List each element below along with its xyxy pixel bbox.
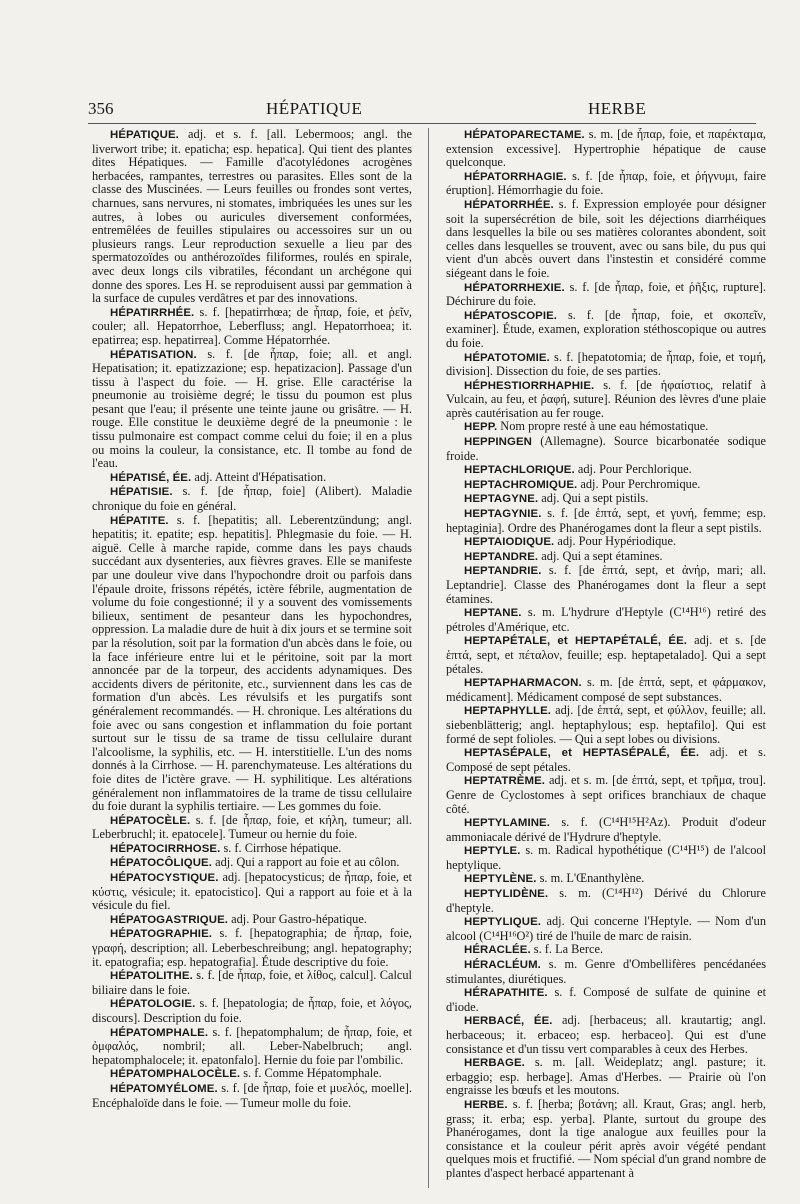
entry-headword: HERBE. — [464, 1098, 508, 1111]
dictionary-entry — [92, 856, 412, 871]
dictionary-entry — [446, 1056, 766, 1098]
dictionary-entry — [92, 514, 412, 814]
entry-headword: HÉPATORRHÉE. — [464, 198, 554, 211]
dictionary-entry — [446, 958, 766, 986]
entry-headword: HEPTANE. — [464, 607, 522, 620]
entry-definition: s. f. [de ἧπαρ, foie; all. et angl. Hepatisation; it. epatizzazione; esp. hepatizacion]. Passage d'un tissu à l'aspect du foie. — H. grise. Elle caractérise la pneumonie au troisième degré; le tissu du poumon est plus pesant que l'eau; il présente une teinte jaune ou grisâtre. — H. rouge. Elle constitue le deuxième degré de la pneumonie : le tissu pulmonaire est compact comme celui du foie; il en a plus ou moins la couleur, la consistance, etc. Il tombe au fond de l'eau. — [92, 346, 412, 471]
dictionary-entry — [446, 463, 766, 478]
entry-definition: s. m. L'hydrure d'Heptyle (C¹⁴H¹⁶) retiré des pétroles d'Amérique, etc. — [446, 605, 766, 634]
dictionary-entry — [446, 887, 766, 915]
entry-headword: HÉPATOMPHALOCÈLE. — [110, 1068, 241, 1081]
dictionary-entry — [446, 281, 766, 309]
entry-headword: HÉPATOCIRRHOSE. — [110, 842, 221, 855]
entry-definition: s. m. (C¹⁴H¹²) Dérivé du Chlorure d'heptyle. — [446, 886, 766, 915]
dictionary-entry — [446, 379, 766, 421]
dictionary-entry — [446, 746, 766, 774]
entry-headword: HÉPATOTOMIE. — [464, 351, 550, 364]
dictionary-entry — [92, 306, 412, 348]
entry-headword: HEPTYLE. — [464, 845, 521, 858]
dictionary-entry — [446, 986, 766, 1014]
entry-definition: adj. et s. m. [de ἑπτά, sept, et τρῆμα, trou]. Genre de Cyclostomes à sept orifices branchiaux de chaque côté. — [446, 773, 766, 816]
entry-headword: HÉRACLÉE. — [464, 944, 531, 957]
entry-definition: s. f. Expression employée pour désigner soit la supersécrétion de bile, soit les déjections diarrhéiques dans lesquelles la bile ou ses matières colorantes abondent, soit celles dans lesquelles se trouvent, avec ou sans bile, du pus qui vient d'un abcès ouvert dans l'instestin et considéré comme siégeant dans le foie. — [446, 196, 766, 280]
dictionary-entry — [92, 1082, 412, 1110]
entry-definition: s. f. [de ἡφαίστιος, relatif à Vulcain, au feu, et ῥαφή, suture]. Réunion des lèvres d'une plaie après cautérisation au fer rouge. — [446, 377, 766, 420]
entry-definition: adj. Pour Perchlorique. — [574, 462, 692, 477]
dictionary-entry — [92, 471, 412, 486]
dictionary-entry — [446, 507, 766, 535]
entry-headword: HEPTACHROMIQUE. — [464, 478, 578, 491]
entry-headword: HÉPATISIE. — [110, 486, 173, 499]
entry-definition: s. f. [hepatomphalum; de ἧπαρ, foie, et ὀμφαλός, nombril; all. Leber-Nabelbruch; angl. hepatomphalocele; it. epatonfalo]. Hernie du foie par l'ombilic. — [92, 1024, 412, 1067]
entry-definition: s. f. [de ἧπαρ, foie, et κήλη, tumeur; all. Leberbruchl; it. epatocele]. Tumeur ou hernie du foie. — [92, 812, 412, 842]
dictionary-entry — [92, 814, 412, 842]
dictionary-entry — [446, 478, 766, 493]
entry-definition: s. f. [de ἧπαρ, foie, et σκοπεῖν, examiner]. Étude, examen, exploration stéthoscopique ou autres du foie. — [446, 307, 766, 350]
entry-definition: s. f. [hepatotomia; de ἧπαρ, foie, et τομή, division]. Dissection du foie, de ses parties. — [446, 349, 766, 379]
entry-headword: HEPTANDRE. — [464, 550, 539, 563]
dictionary-entry — [446, 1098, 766, 1181]
entry-headword: HÉPATISÉ, ÉE. — [110, 471, 192, 484]
entry-definition: s. f. Comme Hépatomphale. — [240, 1066, 382, 1081]
entry-definition: s. f. [de ἧπαρ, foie] (Alibert). Maladie chronique du foie en général. — [92, 484, 412, 514]
running-header — [88, 95, 756, 124]
entry-headword: HEPTACHLORIQUE. — [464, 464, 575, 477]
entry-headword: HÉRAPATHITE. — [464, 987, 548, 1000]
dictionary-entry — [446, 198, 766, 281]
entry-definition: adj. Pour Gastro-hépatique. — [228, 911, 367, 926]
entry-definition: adj. Pour Hypériodique. — [554, 534, 677, 549]
entry-definition: s. m. [all. Weideplatz; angl. pasture; it. erbaggio; esp. herbage]. Amas d'Herbes. — Prairie où l'on engraisse les bœufs et les moutons. — [446, 1055, 766, 1098]
entry-headword: HÉPATOGRAPHIE. — [110, 928, 213, 941]
entry-definition: s. f. [hepatitis; all. Leberentzündung; angl. hepatitis; it. epatite; esp. hepatitis]. Phlegmasie du foie. — H. aiguë. Celle à marche rapide, comme dans les pays chauds succédant aux dysenteries, aux fièvres graves. Elle se manifeste par une douleur vive dans l'hypochondre droit ou parfois dans l'épaule droite, frissons répétés, ictère fébrile, augmentation de volume du foie congestionné; il y a souvent des vomissements bilieux, sentiment de pesanteur dans les hypochondres, oppression. La maladie dure de huit à dix jours et se termine soit par la résolution, soit par la formation d'un abcès dans le foie, ou la face inférieure entre lui et le péritoine, soit par la mort annoncée par de la torpeur, des accidents adynamiques. Des accidents divers de péritonite, etc., surviennent dans les cas de formation d'un abcès. Les révulsifs et les purgatifs sont généralement recommandés. — H. chronique. Les altérations du foie avec ou sans congestion et inflammation du foie portant surtout sur le tissu de sa trame de tissu cellulaire durant l'alcoolisme, la syphilis, etc. — H. interstitielle. L'un des noms donnés à la Cirrhose. — H. parenchymateuse. Les altérations du foie dites de l'ictère grave. — H. syphilitique. Les altérations généralement non inflammatoires de la trame de tissu cellulaire du foie durant la syphilis tertiaire. — Les gommes du foie. — [92, 512, 412, 814]
entry-headword: HERBAGE. — [464, 1057, 525, 1070]
dictionary-entry — [446, 676, 766, 704]
entry-definition: s. f. La Berce. — [530, 942, 604, 957]
entry-definition: s. f. [hepatirrhœa; de ἧπαρ, foie, et ῥεῖν, couler; all. Hepatorrhoe, Leberfluss; angl. Hepatorrhoea; it. epatirrea; esp. hepatirrea]. Comme Hépatorrhée. — [92, 304, 412, 347]
entry-headword: HEPTAIODIQUE. — [464, 536, 555, 549]
right-running-head: HERBE — [588, 99, 647, 118]
entry-headword: HEPTATRÈME. — [464, 775, 546, 788]
entry-definition: s. f. [de ἧπαρ, foie, et λίθος, calcul]. Calcul biliaire dans le foie. — [92, 968, 412, 997]
entry-headword: HEPTYLÈNE. — [464, 873, 537, 886]
dictionary-entry — [92, 871, 412, 913]
entry-definition: (Allemagne). Source bicarbonatée sodique froide. — [446, 434, 766, 463]
entry-headword: HÉPATOMYÉLOME. — [110, 1082, 218, 1095]
entry-headword: HEPTASÉPALE, et HEPTASÉPALÉ, ÉE. — [464, 747, 700, 760]
entry-definition: adj. et s. Composé de sept pétales. — [446, 745, 766, 774]
entry-definition: adj. et s. f. [all. Lebermoos; angl. the liverwort tribe; it. epaticha; esp. hepatica]. Qui tient des plantes dites Hépatiques. — Famille d'acotylédones acrogènes herbacées, rampantes, terrestres ou parasites. Elles sont de la classe des Muscinées. — Leurs feuilles ou frondes sont vertes, charnues, sans nervures, ni stomates, imbriquées les unes sur les autres, à lobes ou auricules diversement conformées, entremêlées de feuilles stipulaires ou accessoires sur un ou plusieurs rangs. Leur reproduction sexuelle a lieu par des spermatozoïdes ou anthérozoïdes filiformes, roulés en spirale, avec deux longs cils vibratiles, fécondant un archégone qui donne des spores. Les H. se reproduisent aussi par gemmation à la surface de cupules verdâtres et par des innovations. — [92, 128, 412, 306]
entry-headword: HEPTYLIDÈNE. — [464, 888, 549, 901]
entry-definition: s. f. [herba; βοτάνη; all. Kraut, Gras; angl. herb, grass; it. erba; esp. yerba]. Plante, surtout du groupe des Phanérogames, dont la tige analogue aux feuilles pour la consistance et la couleur périt après avoir végété pendant quelques mois et fructifié. — Nom spécial d'un grand nombre de plantes d'aspect herbacé appartenant à — [446, 1096, 766, 1180]
entry-headword: HEPTYLAMINE. — [464, 817, 551, 830]
dictionary-entry — [92, 969, 412, 997]
entry-headword: HEPTAPHARMACON. — [464, 677, 582, 690]
dictionary-entry — [446, 170, 766, 198]
dictionary-entry — [446, 420, 766, 435]
entry-headword: HEPTAPÉTALE, et HEPTAPÉTALÉ, ÉE. — [464, 635, 688, 648]
dictionary-entry — [446, 915, 766, 943]
dictionary-entry — [446, 774, 766, 816]
dictionary-entry — [92, 1026, 412, 1068]
entry-definition: s. m. L'Œnanthylène. — [536, 871, 645, 886]
page-number: 356 — [88, 99, 114, 118]
right-column — [446, 128, 766, 1188]
dictionary-entry — [446, 351, 766, 379]
dictionary-entry — [446, 128, 766, 170]
entry-definition: s. f. [de ἧπαρ, foie, et ῥήγνυμι, faire éruption]. Hémorrhagie du foie. — [446, 168, 766, 198]
entry-headword: HERBACÉ, ÉE. — [464, 1015, 553, 1028]
dictionary-entry — [446, 606, 766, 634]
entry-headword: HÉPATOLOGIE. — [110, 998, 196, 1011]
dictionary-entry — [92, 842, 412, 857]
dictionary-entry — [446, 943, 766, 958]
entry-headword: HÉPATOCYSTIQUE. — [110, 872, 219, 885]
dictionary-entry — [92, 997, 412, 1025]
dictionary-entry — [446, 309, 766, 351]
entry-definition: s. f. [de ἑπτά, sept, et γυνή, femme; esp. heptaginia]. Ordre des Phanérogames dont la fleur a sept pistils. — [446, 506, 766, 535]
dictionary-entry — [446, 816, 766, 844]
dictionary-entry — [446, 435, 766, 463]
dictionary-entry — [446, 564, 766, 606]
entry-definition: s. m. [de ἧπαρ, foie, et παρέκταμα, extension excessive]. Hypertrophie hépatique de cause quelconque. — [446, 128, 766, 170]
entry-definition: adj. [de ἑπτά, sept, et φύλλον, feuille; all. siebenblätterig; angl. heptaphylous; esp. heptafilo]. Qui est formé de sept folioles. — Qui a sept lobes ou divisions. — [446, 703, 766, 746]
entry-headword: HEPTAPHYLLE. — [464, 705, 552, 718]
entry-headword: HÉPATOPARECTAME. — [464, 129, 585, 141]
entry-headword: HÉPATIRRHÉE. — [110, 306, 195, 319]
entry-headword: HÉPATORRHEXIE. — [464, 281, 565, 294]
entry-headword: HÉPATISATION. — [110, 348, 197, 361]
entry-definition: Nom propre resté à une eau hémostatique. — [497, 419, 709, 434]
dictionary-entry — [92, 128, 412, 306]
entry-definition: s. f. Composé de sulfate de quinine et d'iode. — [446, 985, 766, 1014]
entry-headword: HÉPATOCÈLE. — [110, 814, 191, 827]
entry-definition: adj. et s. [de ἑπτά, sept, et πέταλον, feuille; esp. heptapetalado]. Qui a sept pétales. — [446, 633, 766, 676]
dictionary-entry — [446, 634, 766, 676]
left-running-head: HÉPATIQUE — [266, 99, 363, 118]
entry-definition: s. f. [hepatologia; de ἧπαρ, foie, et λόγος, discours]. Description du foie. — [92, 996, 412, 1025]
dictionary-entry — [446, 535, 766, 550]
entry-definition: s. f. (C¹⁴H¹⁵H²Az). Produit d'odeur ammoniacale dérivé de l'Hydrure d'heptyle. — [446, 815, 766, 844]
dictionary-entry — [92, 348, 412, 471]
entry-headword: HÉPATOSCOPIE. — [464, 309, 558, 322]
entry-headword: HÉPATIQUE. — [110, 129, 179, 141]
entry-headword: HÉPATOGASTRIQUE. — [110, 913, 229, 926]
entry-definition: s. m. Radical hypothétique (C¹⁴H¹⁵) de l'alcool heptylique. — [446, 843, 766, 872]
entry-headword: HÉPHESTIORRHAPHIE. — [464, 379, 595, 392]
entry-definition: adj. Qui a sept pistils. — [538, 491, 649, 506]
entry-definition: adj. Pour Perchromique. — [577, 476, 701, 491]
entry-definition: adj. Qui a rapport au foie et au côlon. — [212, 855, 400, 870]
dictionary-entry — [446, 492, 766, 507]
dictionary-entry — [446, 1014, 766, 1056]
entry-definition: s. f. [de ἧπαρ, foie, et ῥῆξις, rupture]. Déchirure du foie. — [446, 279, 766, 309]
entry-headword: HÉPATOMPHALE. — [110, 1026, 209, 1039]
entry-definition: adj. [hepatocysticus; de ἧπαρ, foie, et κύστις, vésicule; it. epatocistico]. Qui a rapport au foie et à la vésicule du fiel. — [92, 870, 412, 913]
entry-headword: HÉPATITE. — [110, 514, 169, 527]
dictionary-entry — [92, 927, 412, 969]
entry-definition: adj. Qui concerne l'Heptyle. — Nom d'un alcool (C¹⁴H¹⁶O²) tiré de l'huile de marc de raisin. — [446, 914, 766, 943]
entry-headword: HÉPATOLITHE. — [110, 970, 193, 983]
entry-definition: s. f. [hepatographia; de ἧπαρ, foie, γραφή, description; all. Leberbeschreibung; angl. hepatography; it. epatografia; esp. hepatografia]. Étude descriptive du foie. — [92, 926, 412, 969]
entry-definition: adj. [herbaceus; all. krautartig; angl. herbaceous; it. erbaceo; esp. herbaceo]. Qui est d'une consistance et d'un tissu vert comparables à ceux des Herbes. — [446, 1013, 766, 1056]
dictionary-entry — [92, 1067, 412, 1082]
dictionary-entry — [446, 704, 766, 746]
entry-headword: HEPTANDRIE. — [464, 565, 542, 578]
entry-headword: HEPPINGEN — [464, 436, 532, 449]
dictionary-entry — [446, 550, 766, 565]
dictionary-entry — [446, 872, 766, 887]
dictionary-entry — [92, 485, 412, 513]
entry-definition: adj. Qui a sept étamines. — [538, 548, 663, 563]
entry-headword: HEPTAGYNE. — [464, 493, 539, 506]
entry-headword: HÉPATORRHAGIE. — [464, 170, 567, 183]
entry-headword: HEPP. — [464, 421, 498, 434]
column-divider — [428, 128, 429, 1188]
entry-definition: s. f. Cirrhose hépatique. — [220, 840, 342, 855]
entry-definition: adj. Atteint d'Hépatisation. — [191, 469, 327, 484]
dictionary-entry — [92, 913, 412, 928]
entry-definition: s. m. Genre d'Ombellifères pencédanées stimulantes, diurétiques. — [446, 957, 766, 986]
entry-definition: s. m. [de ἑπτά, sept, et φάρμακον, médicament]. Médicament composé de sept substances. — [446, 675, 766, 704]
entry-headword: HÉPATOCÔLIQUE. — [110, 857, 213, 870]
entry-definition: s. f. [de ἑπτά, sept, et ἀνήρ, mari; all. Leptandrie]. Classe des Phanérogames dont la fleur a sept étamines. — [446, 563, 766, 606]
entry-headword: HEPTYLIQUE. — [464, 916, 542, 929]
entry-definition: s. f. [de ἧπαρ, foie et μυελός, moelle]. Encéphaloïde dans le foie. — Tumeur molle du foie. — [92, 1080, 412, 1110]
entry-headword: HEPTAGYNIE. — [464, 508, 542, 521]
entry-headword: HÉRACLÉUM. — [464, 959, 541, 972]
left-column — [92, 128, 412, 1188]
dictionary-entry — [446, 844, 766, 872]
